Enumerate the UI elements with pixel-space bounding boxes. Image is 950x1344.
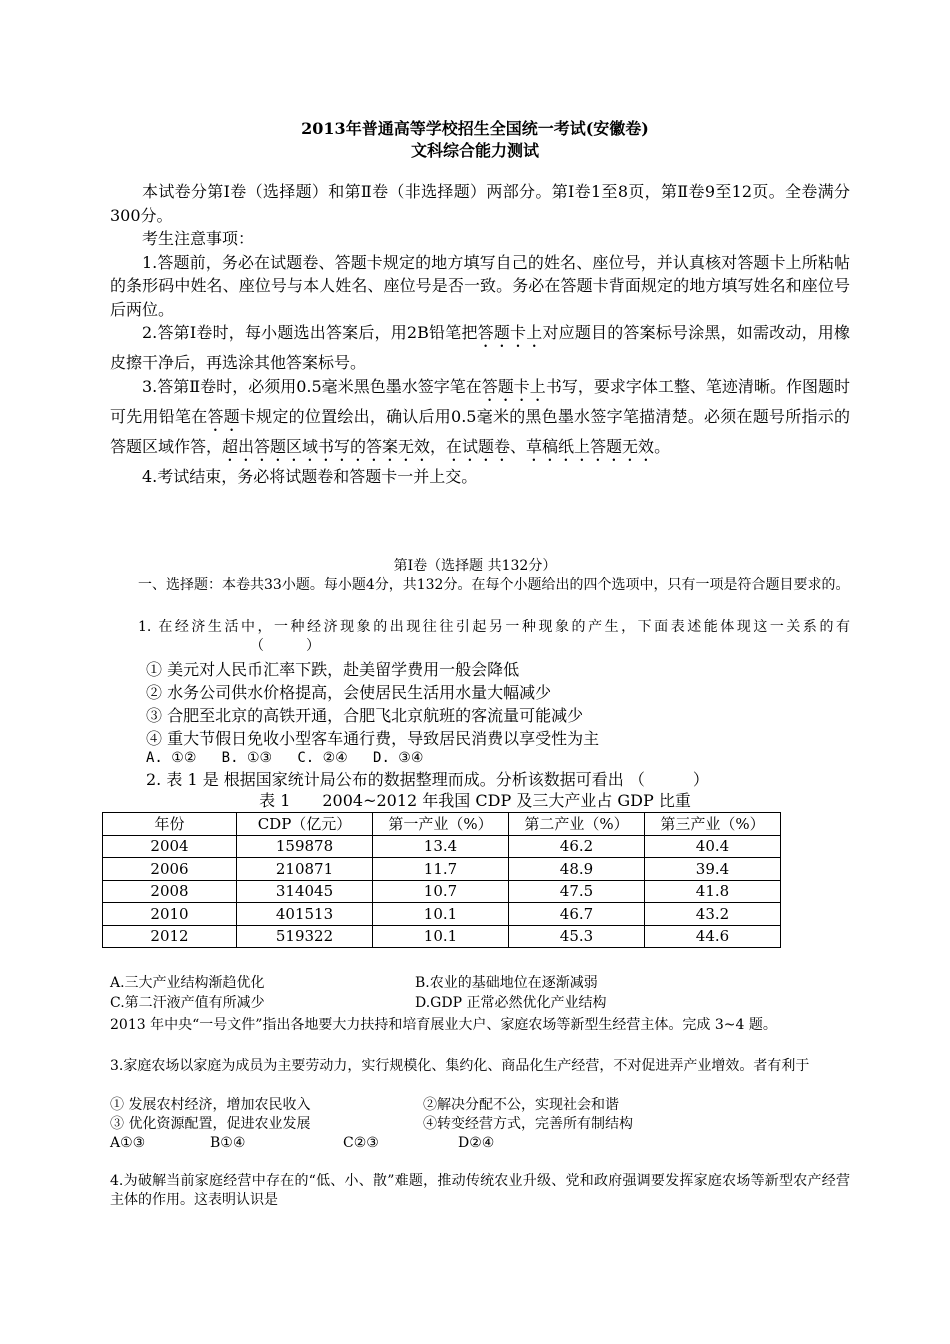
question-1-text: 1. 在经济生活中，一种经济现象的出现往往引起另一种现象的产生，下面表述能体现这一关系的有 — [138, 619, 850, 635]
table-row — [103, 925, 781, 948]
section-1-heading: 第Ⅰ卷（选择题 共132分） — [393, 558, 557, 574]
table-cell: 46.2 — [509, 835, 645, 858]
table-row — [103, 880, 781, 903]
question-1-item: ① 美元对人民币汇率下跌，赴美留学费用一般会降低 — [146, 660, 520, 679]
table-cell: 401513 — [237, 903, 373, 926]
notice-item-2-text-a: 2.答第Ⅰ卷时，每小题选出答案后，用2B铅笔把 — [142, 323, 478, 342]
table-cell: 10.1 — [373, 903, 509, 926]
table-cell: 47.5 — [509, 880, 645, 903]
table-cell: 39.4 — [645, 858, 781, 881]
notice-item-3-text-a: 3.答第Ⅱ卷时，必须用0.5毫米黑色墨水签字笔在 — [142, 376, 482, 396]
table-cell: 10.1 — [373, 925, 509, 948]
table-header-cell: 第三产业（%） — [645, 813, 781, 836]
gdp-table — [102, 812, 781, 948]
table-cell: 314045 — [237, 880, 373, 903]
emphasis-invalid-outside: 超出答题区域书写的答案无效 — [222, 436, 431, 456]
question-3-option-b: B①④ — [210, 1135, 246, 1151]
table-cell: 210871 — [237, 858, 373, 881]
question-1-stem — [110, 618, 850, 656]
table-header-cell: CDP（亿元） — [237, 813, 373, 836]
question-3-option-c: C②③ — [343, 1135, 379, 1151]
question-3-item-3: ③ 优化资源配置，促进农业发展 — [110, 1116, 311, 1132]
notice-title: 考生注意事项： — [142, 229, 255, 248]
emphasis-invalid-draft: 在试题卷、草稿纸上答题无效 — [446, 436, 655, 456]
question-4-text: 4.为破解当前家庭经营中存在的“低、小、散”难题，推动传统农业升级、党和政府强调要发挥家庭农场等新型农产经营主体的作用。这表明认识是 — [110, 1173, 850, 1208]
notice-item-1: 1.答题前，务必在试题卷、答题卡规定的地方填写自己的姓名、座位号，并认真核对答题卡上所粘帖的条形码中姓名、座位号与本人姓名、座位号是否一致。务必在答题卡背面规定的地方填写姓名和座位号后两位。 — [110, 252, 850, 319]
table-cell: 44.6 — [645, 925, 781, 948]
emphasis-answer-card: 答题卡上 — [481, 376, 546, 396]
notice-item-3-text-e: 卡规定的位置绘出，确认后用0.5毫米的黑色墨水签字笔描清楚。必须在题号所指示的答题区域作答， — [110, 406, 850, 456]
question-2-option-c: C.第二汗液产值有所减少 — [110, 995, 265, 1011]
questions-3-4-context — [110, 1016, 850, 1035]
question-3-option-d: D②④ — [458, 1135, 495, 1151]
question-1-answer-options: A. ①② B. ①③ C. ②④ D. ③④ — [146, 750, 424, 766]
table-row — [103, 835, 781, 858]
notice-item-2 — [110, 321, 850, 375]
table-cell: 41.8 — [645, 880, 781, 903]
table-row — [103, 903, 781, 926]
table-cell: 2004 — [103, 835, 237, 858]
exam-instructions — [110, 180, 850, 488]
question-3-item-1: ① 发展农村经济，增加农民收入 — [110, 1097, 311, 1113]
table-cell: 13.4 — [373, 835, 509, 858]
table-cell: 46.7 — [509, 903, 645, 926]
table-cell: 2008 — [103, 880, 237, 903]
question-3-item-2: ②解决分配不公，实现社会和谐 — [423, 1097, 619, 1113]
table-caption: 表 1 2004~2012 年我国 CDP 及三大产业占 GDP 比重 — [259, 791, 691, 810]
notice-item-3-comma: ， — [430, 436, 447, 456]
question-1-item: ② 水务公司供水价格提高，会使居民生活用水量大幅减少 — [146, 683, 552, 702]
section-1-instructions — [110, 576, 850, 595]
question-4-stem — [110, 1172, 850, 1210]
table-cell: 43.2 — [645, 903, 781, 926]
table-cell: 11.7 — [373, 858, 509, 881]
intro-paragraph: 本试卷分第Ⅰ卷（选择题）和第Ⅱ卷（非选择题）两部分。第Ⅰ卷1至8页，第Ⅱ卷9至12页。全卷满分300分。 — [110, 182, 850, 225]
question-2-stem: 2. 表 1 是 根据国家统计局公布的数据整理而成。分析该数据可看出 （ ） — [146, 770, 709, 789]
emphasis-answer-card: 答题卡上 — [477, 323, 543, 342]
table-cell: 40.4 — [645, 835, 781, 858]
table-header-cell: 第一产业（%） — [373, 813, 509, 836]
notice-item-3-text-c: 书写，要求字体工整、笔迹清晰。作图题时可先用铅笔在 — [110, 376, 850, 426]
table-header-cell: 年份 — [103, 813, 237, 836]
question-1-items — [146, 658, 599, 750]
exam-title: 2013年普通高等学校招生全国统一考试(安徽卷) — [301, 119, 649, 138]
question-3-option-a: A①③ — [110, 1135, 146, 1151]
table-cell: 2006 — [103, 858, 237, 881]
table-header-cell: 第二产业（%） — [509, 813, 645, 836]
context-text: 2013 年中央“一号文件”指出各地要大力扶持和培育展业大户、家庭农场等新型生经营主体。完成 3~4 题。 — [110, 1017, 777, 1033]
table-cell: 519322 — [237, 925, 373, 948]
table-cell: 2010 — [103, 903, 237, 926]
notice-item-3 — [110, 375, 850, 465]
table-cell: 159878 — [237, 835, 373, 858]
question-1-item: ③ 合肥至北京的高铁开通，合肥飞北京航班的客流量可能减少 — [146, 706, 584, 725]
table-cell: 48.9 — [509, 858, 645, 881]
question-2-option-b: B.农业的基础地位在逐渐减弱 — [415, 975, 598, 991]
question-2-option-a: A.三大产业结构渐趋优化 — [110, 975, 265, 991]
question-3-item-4: ④转变经营方式，完善所有制结构 — [423, 1116, 633, 1132]
section-instructions-text: 一、选择题：本卷共33小题。每小题4分，共132分。在每个小题给出的四个选项中，只有一项是符合题目要求的。 — [138, 577, 850, 593]
question-3-text: 3.家庭农场以家庭为成员为主要劳动力，实行规模化、集约化、商品化生产经营，不对促进弄产业增效。者有利于 — [110, 1058, 810, 1074]
table-cell: 10.7 — [373, 880, 509, 903]
question-2-option-d: D.GDP 正常必然优化产业结构 — [415, 995, 607, 1011]
table-cell: 2012 — [103, 925, 237, 948]
table-header-row — [103, 813, 781, 836]
notice-item-3-period: 。 — [654, 436, 671, 456]
answer-blank: （ ） — [250, 638, 320, 654]
table-row — [103, 858, 781, 881]
notice-item-2-text-c: 对应题目的答案标号涂黑，如需改动，用橡皮擦干净后，再选涂其他答案标号。 — [110, 323, 850, 372]
emphasis-answer: 答题 — [207, 406, 240, 426]
question-1-item: ④ 重大节假日免收小型客车通行费，导致居民消费以享受性为主 — [146, 729, 600, 748]
table-cell: 45.3 — [509, 925, 645, 948]
notice-item-4: 4.考试结束，务必将试题卷和答题卡一并上交。 — [142, 466, 478, 486]
question-3-stem — [110, 1057, 850, 1076]
exam-subtitle: 文科综合能力测试 — [410, 141, 539, 160]
